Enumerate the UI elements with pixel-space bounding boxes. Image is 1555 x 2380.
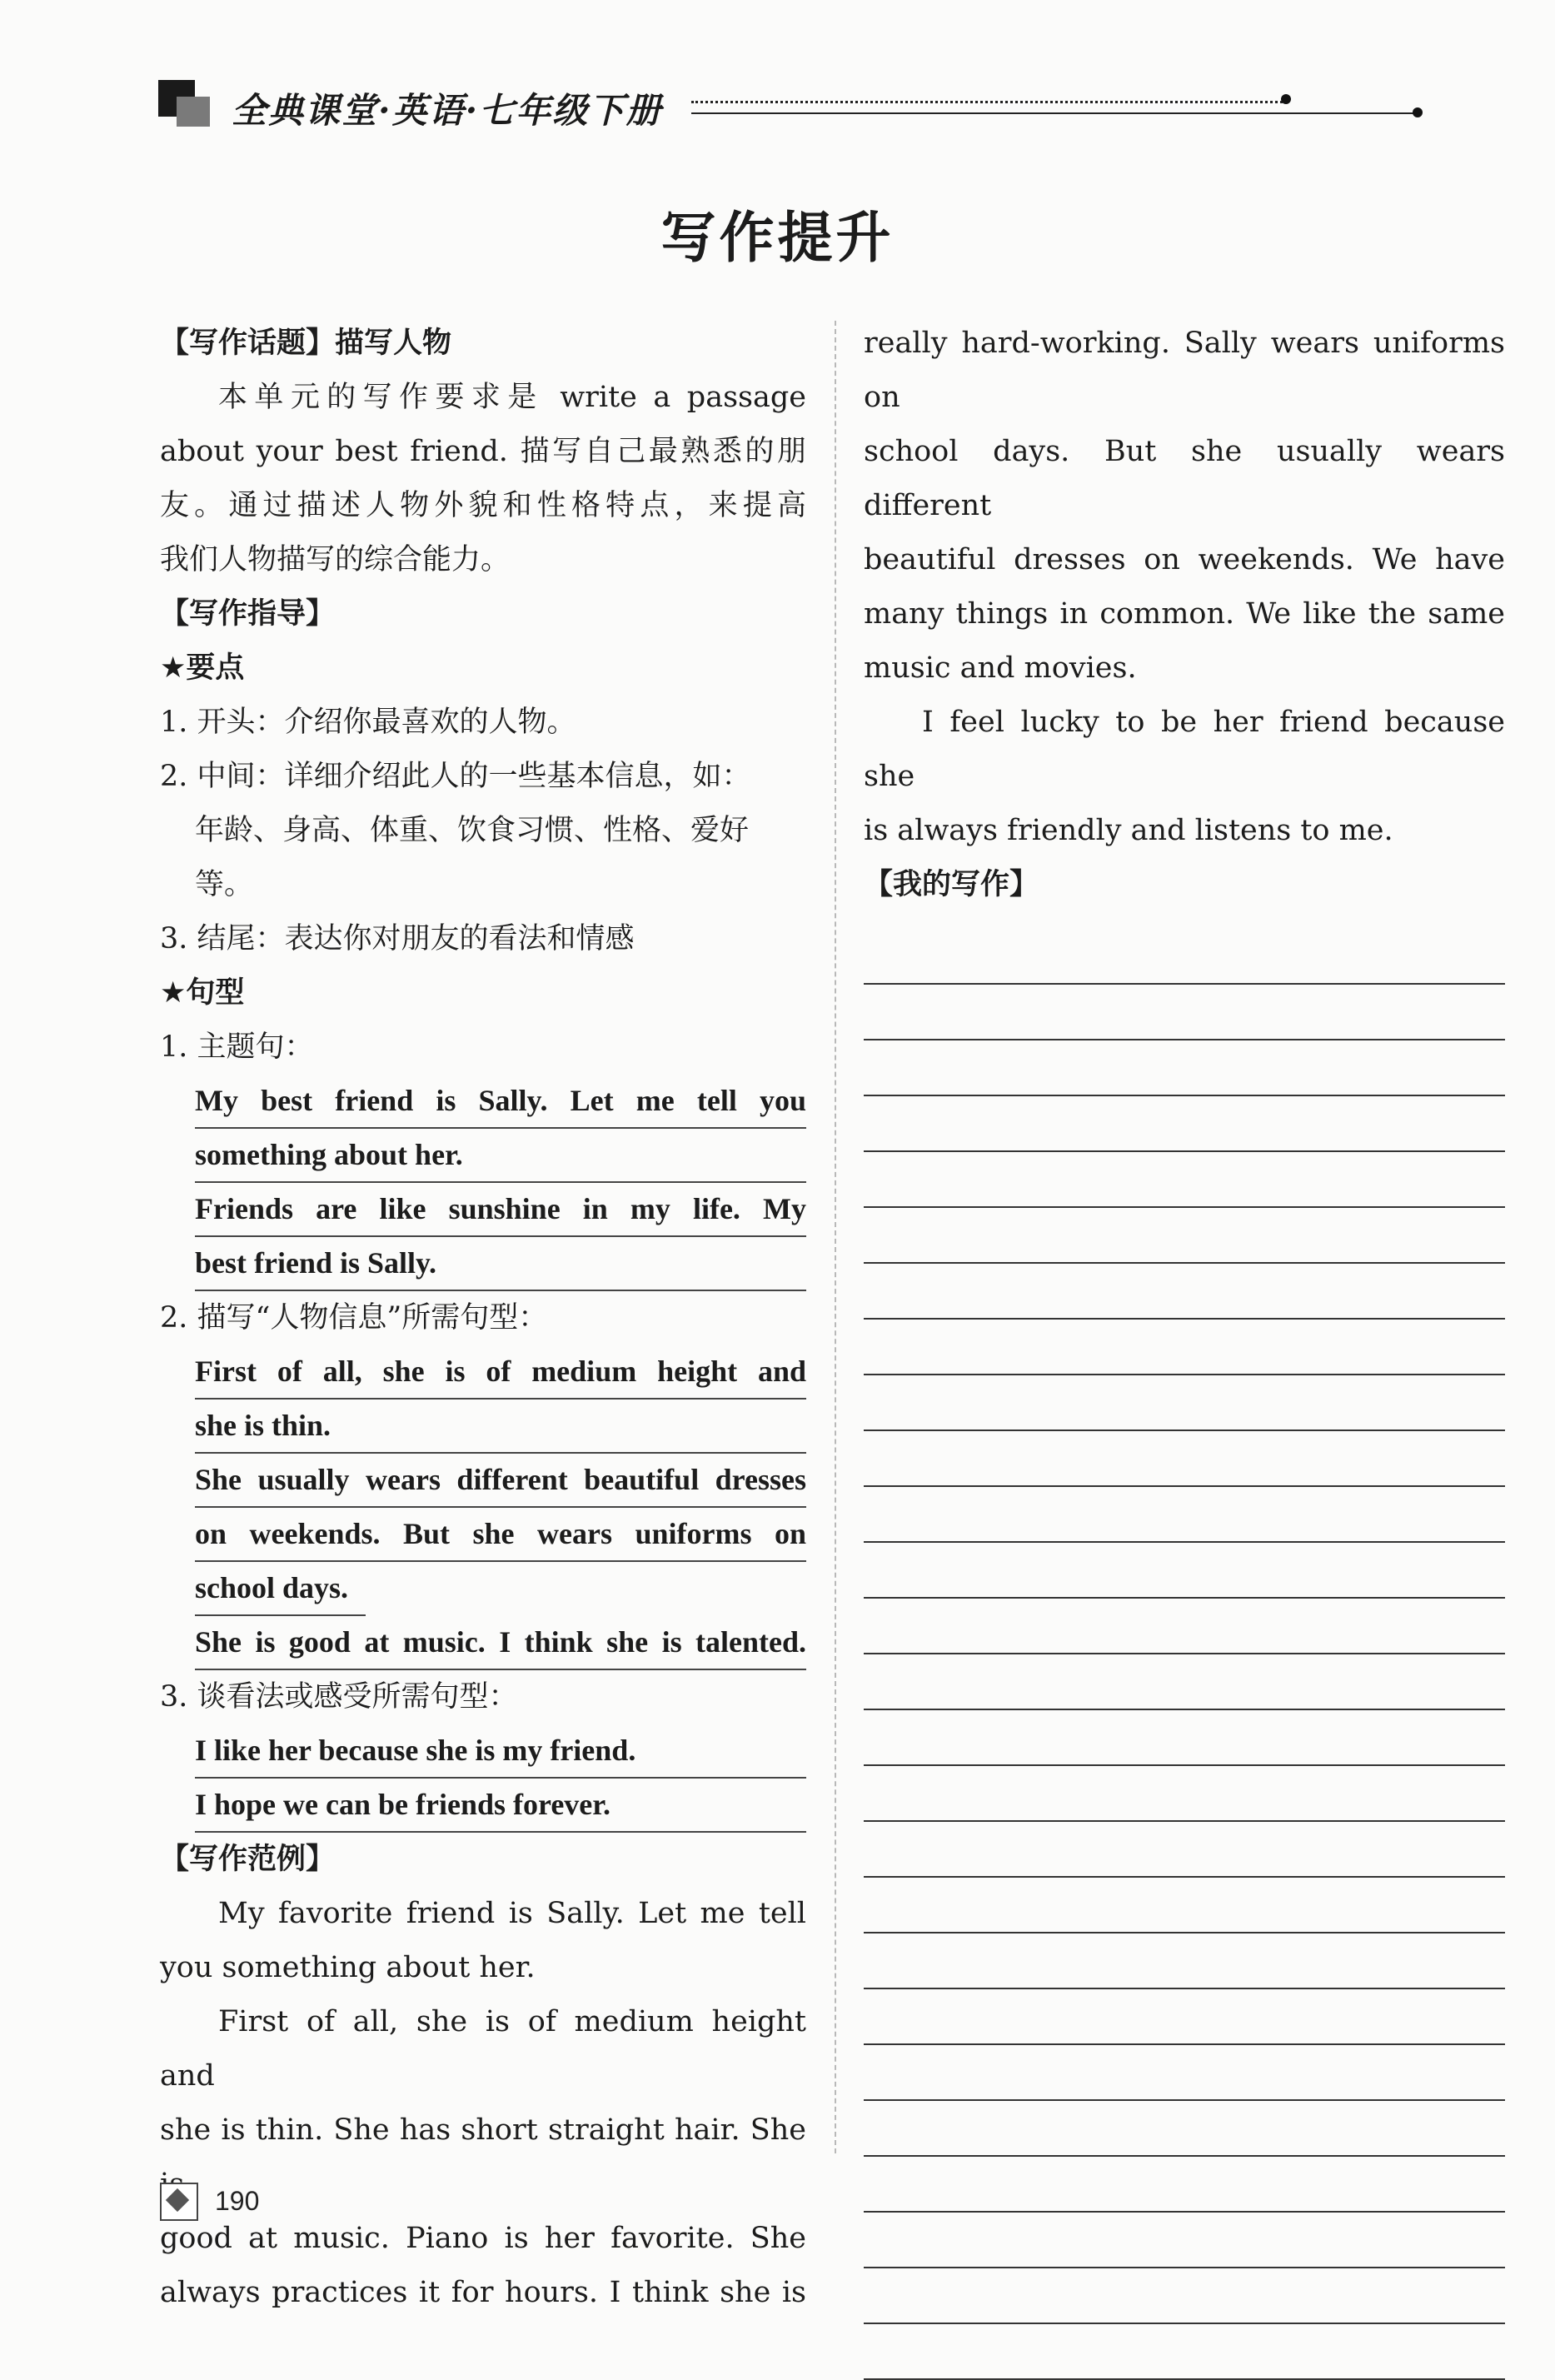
- writing-line[interactable]: [864, 1710, 1505, 1766]
- pattern-sentence: I like her because she is my friend.: [195, 1724, 806, 1779]
- writing-line[interactable]: [864, 1654, 1505, 1710]
- right-column: [864, 317, 1505, 2380]
- writing-line[interactable]: [864, 1320, 1505, 1375]
- example-line: First of all, she is of medium height and: [160, 2005, 806, 2093]
- writing-line[interactable]: [864, 1822, 1505, 1878]
- writing-line[interactable]: [864, 1208, 1505, 1264]
- topic-line: 本单元的写作要求是 write a passage: [218, 381, 806, 414]
- example-line: beautiful dresses on weekends. We have: [864, 543, 1505, 576]
- example-line: good at music. Piano is her favorite. She: [160, 2222, 806, 2255]
- pattern-sentence: Friends are like sunshine in my life. My best friend is Sally.: [195, 1183, 806, 1291]
- writing-line[interactable]: [864, 1487, 1505, 1543]
- patterns-heading: ★句型: [160, 976, 245, 1010]
- writing-line[interactable]: [864, 1933, 1505, 1989]
- point-item: 2. 中间：详细介绍此人的一些基本信息，如：: [160, 760, 751, 793]
- writing-line[interactable]: [864, 1040, 1505, 1096]
- point-item: 3. 结尾：表达你对朋友的看法和情感: [160, 922, 635, 955]
- example-line: she is thin. She has short straight hair. She: [160, 2113, 806, 2147]
- writing-line[interactable]: [864, 1599, 1505, 1654]
- page-number: 190: [215, 2186, 260, 2216]
- pattern-label: 3. 谈看法或感受所需句型：: [160, 1680, 518, 1714]
- points-heading: ★要点: [160, 651, 245, 685]
- writing-line[interactable]: [864, 1989, 1505, 2045]
- pattern-sentence: My best friend is Sally. Let me tell you something about her.: [195, 1075, 806, 1183]
- writing-line[interactable]: [864, 985, 1505, 1040]
- topic-line: about your best friend. 描写自己最熟悉的朋: [160, 435, 806, 468]
- example-line: music and movies.: [864, 651, 1137, 685]
- column-divider: [835, 321, 836, 2153]
- pattern-sentence: First of all, she is of medium height and she is thin.: [195, 1345, 806, 1454]
- point-item: 年龄、身高、体重、饮食习惯、性格、爱好等。: [195, 814, 750, 901]
- writing-line[interactable]: [864, 2268, 1505, 2324]
- example-line: always practices it for hours. I think she is: [160, 2276, 806, 2309]
- topic-heading: 【写作话题】描写人物: [160, 327, 452, 360]
- point-item: 1. 开头：介绍你最喜欢的人物。: [160, 706, 576, 739]
- pattern-label: 1. 主题句：: [160, 1030, 314, 1064]
- writing-line[interactable]: [864, 929, 1505, 985]
- example-line: school days. But she usually wears different: [864, 435, 1505, 522]
- writing-line[interactable]: [864, 1096, 1505, 1152]
- pattern-sentence: I hope we can be friends forever.: [195, 1779, 806, 1833]
- example-line: I feel lucky to be her friend because she: [864, 706, 1505, 793]
- pattern-sentence: She is good at music. I think she is talented.: [195, 1616, 806, 1670]
- writing-line[interactable]: [864, 1431, 1505, 1487]
- writing-line[interactable]: [864, 2045, 1505, 2101]
- left-column: [160, 317, 806, 2320]
- diamond-icon: [160, 2183, 198, 2221]
- writing-line[interactable]: [864, 1152, 1505, 1208]
- example-line: you something about her.: [160, 1951, 536, 1984]
- page-title: 写作提升: [660, 205, 895, 270]
- writing-line[interactable]: [864, 2157, 1505, 2213]
- example-line: many things in common. We like the same: [864, 597, 1505, 631]
- example-line: really hard-working. Sally wears uniforms on: [864, 327, 1505, 414]
- my-writing-heading: 【我的写作】: [864, 868, 1039, 901]
- writing-line[interactable]: [864, 2101, 1505, 2157]
- writing-line[interactable]: [864, 1878, 1505, 1933]
- series-title: 全典课堂·英语·七年级下册: [232, 90, 663, 131]
- series-logo: [158, 80, 218, 127]
- example-heading: 【写作范例】: [160, 1843, 336, 1876]
- example-line: is always friendly and listens to me.: [864, 814, 1393, 847]
- topic-line: 友。通过描述人物外貌和性格特点，来提高: [160, 489, 806, 522]
- writing-line[interactable]: [864, 1375, 1505, 1431]
- pattern-label: 2. 描写“人物信息”所需句型：: [160, 1301, 548, 1335]
- writing-line[interactable]: [864, 1543, 1505, 1599]
- writing-line[interactable]: [864, 2213, 1505, 2268]
- example-line: My favorite friend is Sally. Let me tell: [218, 1897, 806, 1930]
- pattern-sentence: She usually wears different beautiful dresses on weekends. But she wears uniforms on school days.: [195, 1454, 806, 1616]
- writing-line[interactable]: [864, 2324, 1505, 2380]
- writing-line[interactable]: [864, 1264, 1505, 1320]
- topic-line: 我们人物描写的综合能力。: [160, 543, 511, 576]
- writing-area[interactable]: [864, 929, 1505, 2380]
- guide-heading: 【写作指导】: [160, 597, 336, 631]
- writing-line[interactable]: [864, 1766, 1505, 1822]
